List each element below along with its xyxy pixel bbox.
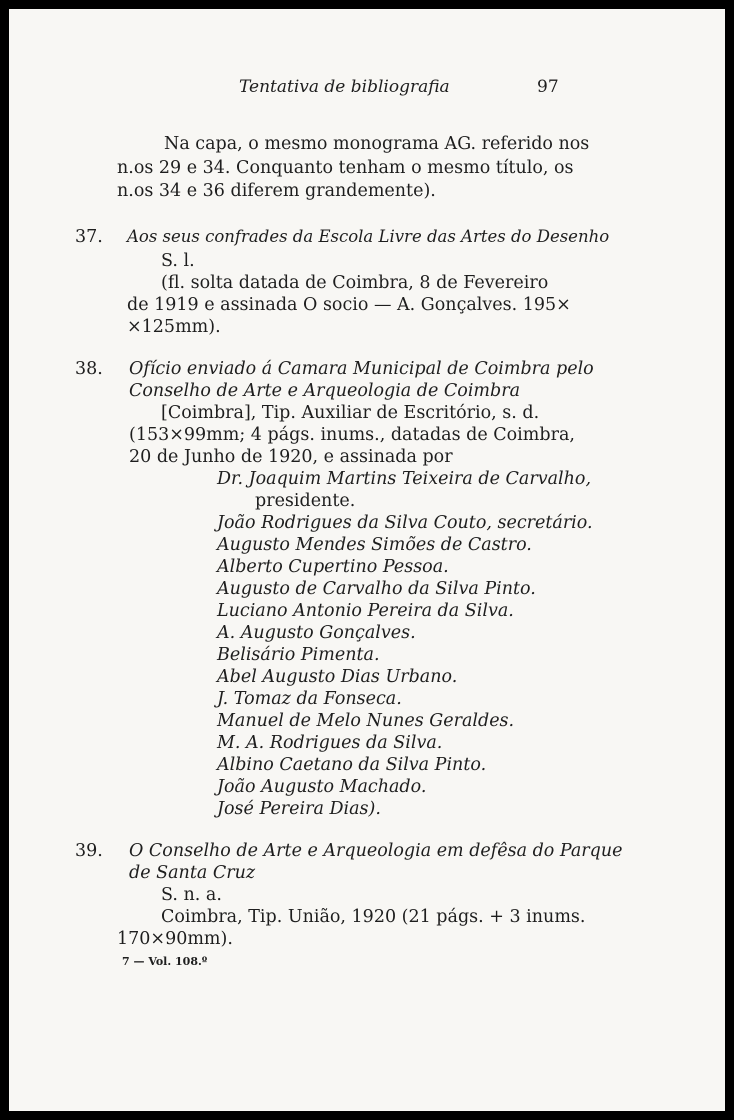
book-page: [9, 9, 725, 1111]
entry-imprint: [Coimbra], Tip. Auxiliar de Escritório, s. d.: [161, 403, 540, 423]
entry-description: Coimbra, Tip. União, 1920 (21 págs. + 3 inums.: [161, 907, 586, 927]
signatory: Abel Augusto Dias Urbano.: [217, 667, 458, 687]
entry-description: (fl. solta datada de Coimbra, 8 de Fevereiro: [161, 273, 549, 293]
signatory: João Rodrigues da Silva Couto, secretário.: [217, 513, 593, 533]
entry-title: O Conselho de Arte e Arqueologia em defêsa do Parque: [129, 841, 623, 861]
entry-imprint: (153×99mm; 4 págs. inums., datadas de Coimbra,: [129, 425, 575, 445]
signatory: Albino Caetano da Silva Pinto.: [217, 755, 487, 775]
entry-imprint: S. l.: [161, 251, 195, 271]
entry-number: 37.: [75, 227, 103, 247]
continuation-line: n.os 34 e 36 diferem grandemente).: [117, 181, 436, 201]
running-title: Tentativa de bibliografia: [239, 77, 450, 97]
page-number: 97: [537, 77, 559, 97]
entry-description: de 1919 e assinada O socio — A. Gonçalves. 195×: [127, 295, 571, 315]
signatory: Luciano Antonio Pereira da Silva.: [217, 601, 514, 621]
signature-mark: 7 — Vol. 108.º: [122, 955, 208, 968]
signatory-role: presidente.: [255, 491, 356, 511]
entry-description: ×125mm).: [127, 317, 221, 337]
signatory: Belisário Pimenta.: [217, 645, 380, 665]
entry-description: 170×90mm).: [117, 929, 233, 949]
signatory: Dr. Joaquim Martins Teixeira de Carvalho,: [217, 469, 592, 489]
entry-imprint: 20 de Junho de 1920, e assinada por: [129, 447, 453, 467]
signatory: Augusto de Carvalho da Silva Pinto.: [217, 579, 536, 599]
signatory: A. Augusto Gonçalves.: [217, 623, 416, 643]
signatory: Augusto Mendes Simões de Castro.: [217, 535, 532, 555]
signatory: M. A. Rodrigues da Silva.: [217, 733, 443, 753]
entry-title: Aos seus confrades da Escola Livre das Artes do Desenho: [127, 227, 610, 246]
signatory: José Pereira Dias).: [217, 799, 381, 819]
signatory: J. Tomaz da Fonseca.: [217, 689, 402, 709]
entry-imprint: S. n. a.: [161, 885, 222, 905]
entry-title: Conselho de Arte e Arqueologia de Coimbra: [129, 381, 521, 401]
entry-title: Ofício enviado á Camara Municipal de Coimbra pelo: [129, 359, 594, 379]
continuation-line: Na capa, o mesmo monograma AG. referido nos: [164, 134, 590, 154]
signatory: Alberto Cupertino Pessoa.: [217, 557, 449, 577]
signatory: Manuel de Melo Nunes Geraldes.: [217, 711, 515, 731]
entry-title: de Santa Cruz: [129, 863, 256, 883]
entry-number: 38.: [75, 359, 103, 379]
signatory: João Augusto Machado.: [217, 777, 427, 797]
entry-number: 39.: [75, 841, 103, 861]
continuation-line: n.os 29 e 34. Conquanto tenham o mesmo título, os: [117, 158, 574, 178]
